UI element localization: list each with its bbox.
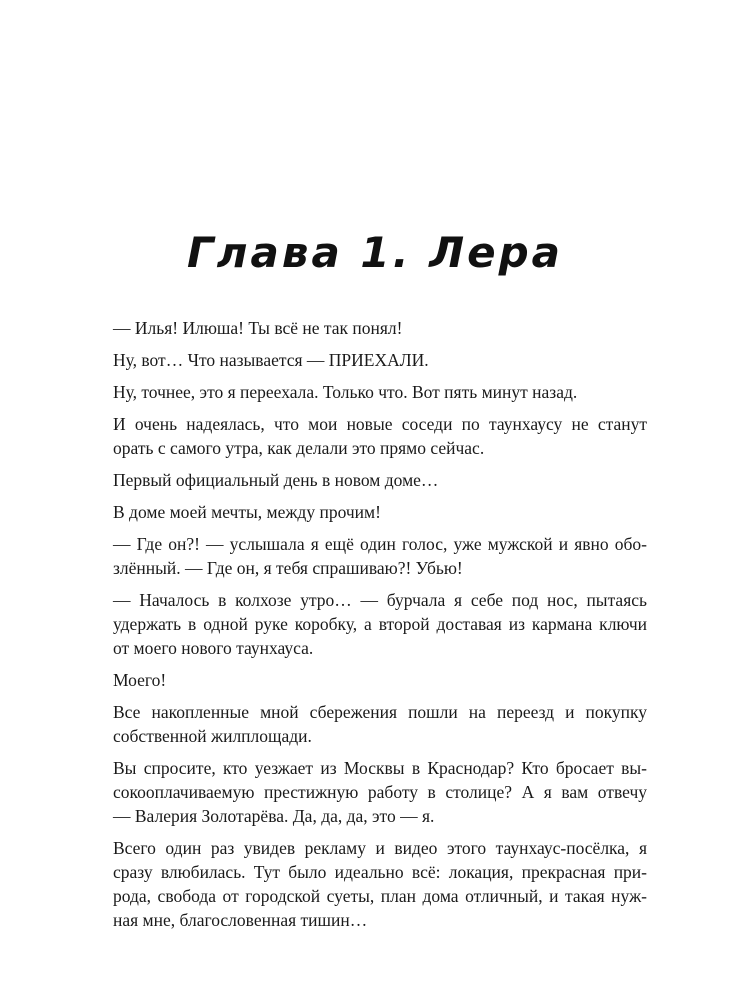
text-line: — Началось в колхозе утро… — бурчала я себе под нос, пытаясь <box>113 590 647 610</box>
paragraph <box>113 668 647 692</box>
paragraph <box>113 380 647 404</box>
text-line: рода, свобода от городской суеты, план дома отличный, и такая нуж- <box>113 886 647 906</box>
paragraph <box>113 588 647 660</box>
paragraph <box>113 532 647 580</box>
text-line: Моего! <box>113 670 167 690</box>
text-line: злённый. — Где он, я тебя спрашиваю?! Убью! <box>113 558 463 578</box>
text-line: — Валерия Золотарёва. Да, да, да, это — я. <box>113 806 435 826</box>
text-line: орать с самого утра, как делали это прямо сейчас. <box>113 438 485 458</box>
paragraph <box>113 500 647 524</box>
text-line: ная мне, благословенная тишин… <box>113 910 368 930</box>
paragraph <box>113 348 647 372</box>
paragraph <box>113 700 647 748</box>
text-line: И очень надеялась, что мои новые соседи по таунхаусу не станут <box>113 414 647 434</box>
text-line: Все накопленные мной сбережения пошли на переезд и покупку <box>113 702 647 722</box>
text-line: В доме моей мечты, между прочим! <box>113 502 381 522</box>
text-line: сразу влюбилась. Тут было идеально всё: локация, прекрасная при- <box>113 862 647 882</box>
paragraph <box>113 756 647 828</box>
text-line: Ну, точнее, это я переехала. Только что. Вот пять минут назад. <box>113 382 578 402</box>
paragraph <box>113 836 647 932</box>
text-line: удержать в одной руке коробку, а второй доставая из кармана ключи <box>113 614 647 634</box>
text-line: Ну, вот… Что называется — ПРИЕХАЛИ. <box>113 350 429 370</box>
paragraph <box>113 316 647 340</box>
text-line: — Илья! Илюша! Ты всё не так понял! <box>113 318 403 338</box>
text-line: — Где он?! — услышала я ещё один голос, уже мужской и явно обо- <box>113 534 647 554</box>
text-line: сокооплачиваемую престижную работу в столице? А я вам отвечу <box>113 782 647 802</box>
text-line: Вы спросите, кто уезжает из Москвы в Краснодар? Кто бросает вы- <box>113 758 647 778</box>
paragraph <box>113 468 647 492</box>
chapter-body <box>113 316 647 940</box>
text-line: Всего один раз увидев рекламу и видео этого таунхаус-посёлка, я <box>113 838 647 858</box>
text-line: Первый официальный день в новом доме… <box>113 470 439 490</box>
paragraph <box>113 412 647 460</box>
chapter-title: Глава 1. Лера <box>187 228 563 277</box>
text-line: от моего нового таунхауса. <box>113 638 314 658</box>
text-line: собственной жилплощади. <box>113 726 312 746</box>
